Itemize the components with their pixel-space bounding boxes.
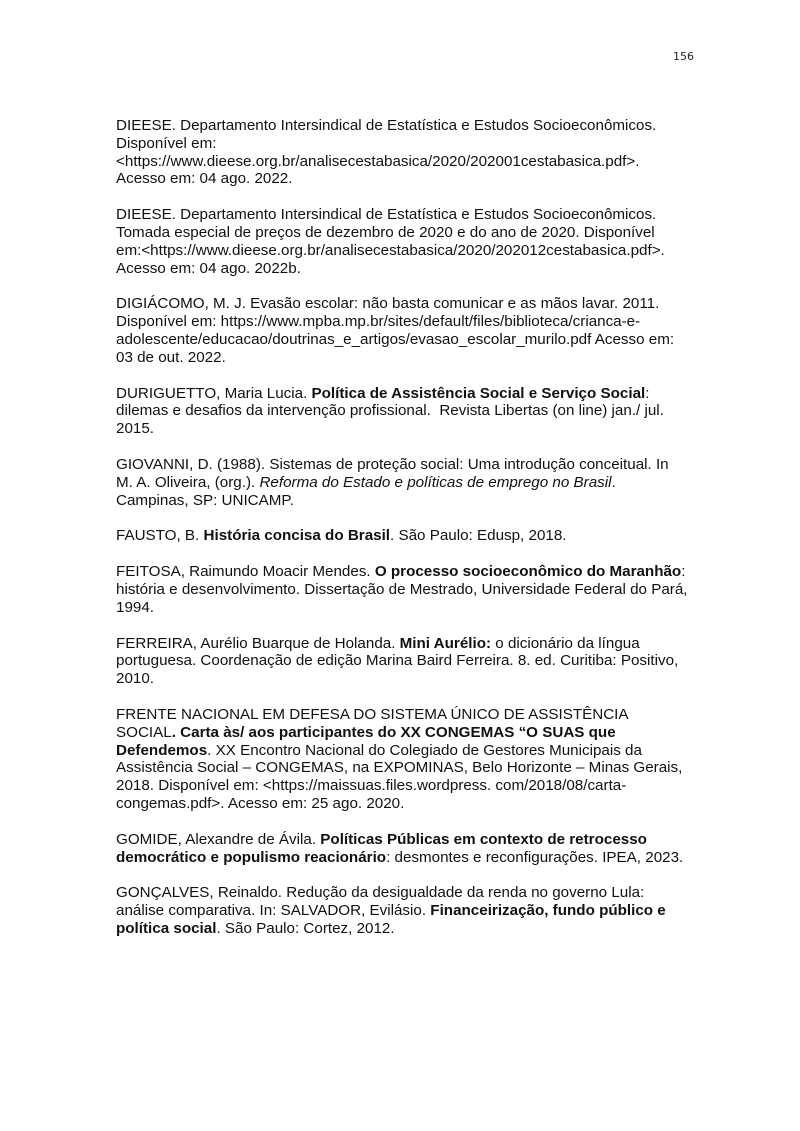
reference-text: o dicionário da língua [491, 634, 640, 652]
reference-line [116, 742, 716, 760]
reference-text: em:<https://www.dieese.org.br/analisecestabasica/2020/202012cestabasica.pdf>. [116, 241, 665, 259]
reference-line [116, 224, 716, 242]
reference-line [116, 635, 716, 653]
reference-title-bold: Defendemos [116, 741, 208, 759]
reference-line [116, 295, 716, 313]
reference-text: GONÇALVES, Reinaldo. Redução da desigualdade da renda no governo Lula: [116, 884, 645, 902]
reference-list [116, 117, 716, 956]
reference-text: . São Paulo: Edusp, 2018. [390, 527, 567, 545]
reference-line [116, 920, 716, 938]
reference-line [116, 420, 716, 438]
reference-text: adolescente/educacao/doutrinas_e_artigos/evasao_escolar_murilo.pdf Acesso em: [116, 330, 675, 348]
reference-text: GIOVANNI, D. (1988). Sistemas de proteção social: Uma introdução conceitual. In [116, 455, 669, 473]
reference-line [116, 759, 716, 777]
reference-line [116, 206, 716, 224]
reference-entry [116, 385, 716, 438]
reference-text: 2018. Disponível em: <https://maissuas.files.wordpress. com/2018/08/carta- [116, 777, 627, 795]
reference-text: 1994. [116, 598, 155, 616]
reference-text: portuguesa. Coordenação de edição Marina Baird Ferreira. 8. ed. Curitiba: Positivo, [116, 652, 679, 670]
reference-line [116, 884, 716, 902]
reference-text: FEITOSA, Raimundo Moacir Mendes. [116, 563, 375, 581]
reference-title-bold: O processo socioeconômico do Maranhão [374, 563, 682, 581]
reference-text: DIGIÁCOMO, M. J. Evasão escolar: não basta comunicar e as mãos lavar. 2011. [116, 295, 660, 313]
reference-text: FAUSTO, B. [116, 527, 204, 545]
reference-text: DURIGUETTO, Maria Lucia. [116, 384, 312, 402]
reference-text: Acesso em: 04 ago. 2022. [116, 170, 293, 188]
reference-title-bold: Políticas Públicas em contexto de retrocesso [320, 830, 647, 848]
reference-line [116, 527, 716, 545]
reference-text: GOMIDE, Alexandre de Ávila. [116, 830, 321, 848]
reference-text: 2015. [116, 420, 155, 438]
reference-line [116, 474, 716, 492]
reference-line [116, 153, 716, 171]
reference-text: DIEESE. Departamento Intersindical de Estatística e Estudos Socioeconômicos. [116, 206, 657, 224]
reference-line [116, 260, 716, 278]
reference-title-bold: política social [116, 919, 217, 937]
reference-entry [116, 831, 716, 867]
reference-text: : desmontes e reconfigurações. IPEA, 2023. [386, 848, 684, 866]
reference-line [116, 581, 716, 599]
reference-line [116, 849, 716, 867]
reference-text: dilemas e desafios da intervenção profissional. Revista Libertas (on line) jan./ jul. [116, 402, 664, 420]
reference-line [116, 902, 716, 920]
reference-entry [116, 635, 716, 688]
reference-line [116, 117, 716, 135]
reference-title-bold: democrático e populismo reacionário [116, 848, 387, 866]
reference-line [116, 724, 716, 742]
reference-text: história e desenvolvimento. Dissertação de Mestrado, Universidade Federal do Pará, [116, 580, 688, 598]
reference-line [116, 563, 716, 581]
reference-text: . XX Encontro Nacional do Colegiado de Gestores Municipais da [207, 741, 642, 759]
reference-text: M. A. Oliveira, (org.). [116, 473, 260, 491]
reference-entry [116, 456, 716, 509]
reference-text: 03 de out. 2022. [116, 348, 226, 366]
reference-line [116, 777, 716, 795]
reference-text: Campinas, SP: UNICAMP. [116, 491, 294, 509]
reference-entry [116, 563, 716, 616]
reference-text: DIEESE. Departamento Intersindical de Estatística e Estudos Socioeconômicos. [116, 117, 657, 134]
reference-line [116, 349, 716, 367]
reference-title-bold: Política de Assistência Social e Serviço Social [311, 384, 646, 402]
reference-title-bold: História concisa do Brasil [203, 527, 391, 545]
reference-text: . São Paulo: Cortez, 2012. [216, 919, 395, 937]
reference-line [116, 795, 716, 813]
reference-text: <https://www.dieese.org.br/analisecestabasica/2020/202001cestabasica.pdf>. [116, 152, 640, 170]
reference-text: : [681, 563, 686, 581]
reference-entry [116, 295, 716, 366]
reference-line [116, 402, 716, 420]
reference-title-bold: Financeirização, fundo público e [430, 902, 666, 920]
reference-text: FERREIRA, Aurélio Buarque de Holanda. [116, 634, 400, 652]
reference-line [116, 385, 716, 403]
reference-text: : [645, 384, 650, 402]
reference-text: Tomada especial de preços de dezembro de 2020 e do ano de 2020. Disponível [116, 223, 655, 241]
reference-title-italic: Reforma do Estado e políticas de emprego no Brasil [259, 473, 612, 491]
reference-line [116, 242, 716, 260]
reference-entry [116, 527, 716, 545]
reference-line [116, 831, 716, 849]
reference-text: FRENTE NACIONAL EM DEFESA DO SISTEMA ÚNICO DE ASSISTÊNCIA [116, 705, 629, 723]
reference-text: 2010. [116, 670, 155, 688]
reference-entry [116, 206, 716, 277]
reference-title-bold: . Carta às/ aos participantes do XX CONGEMAS “O SUAS que [171, 723, 616, 741]
reference-text: SOCIAL [116, 723, 172, 741]
page-number: 156 [673, 50, 694, 63]
reference-entry [116, 706, 716, 813]
reference-text: Assistência Social – CONGEMAS, na EXPOMINAS, Belo Horizonte – Minas Gerais, [116, 759, 683, 777]
reference-line [116, 599, 716, 617]
reference-text: análise comparativa. In: SALVADOR, Evilásio. [116, 902, 431, 920]
reference-line [116, 670, 716, 688]
reference-title-bold: Mini Aurélio: [399, 634, 492, 652]
reference-entry [116, 117, 716, 188]
reference-text: Acesso em: 04 ago. 2022b. [116, 259, 301, 277]
reference-line [116, 652, 716, 670]
reference-line [116, 456, 716, 474]
reference-entry [116, 884, 716, 937]
reference-text: Disponível em: https://www.mpba.mp.br/sites/default/files/biblioteca/crianca-e- [116, 313, 641, 331]
reference-line [116, 313, 716, 331]
reference-text: congemas.pdf>. Acesso em: 25 ago. 2020. [116, 794, 405, 812]
reference-text: Disponível em: [116, 134, 217, 152]
reference-text: . [611, 473, 616, 491]
reference-line [116, 706, 716, 724]
reference-line [116, 170, 716, 188]
reference-line [116, 331, 716, 349]
reference-line [116, 492, 716, 510]
reference-line [116, 135, 716, 153]
